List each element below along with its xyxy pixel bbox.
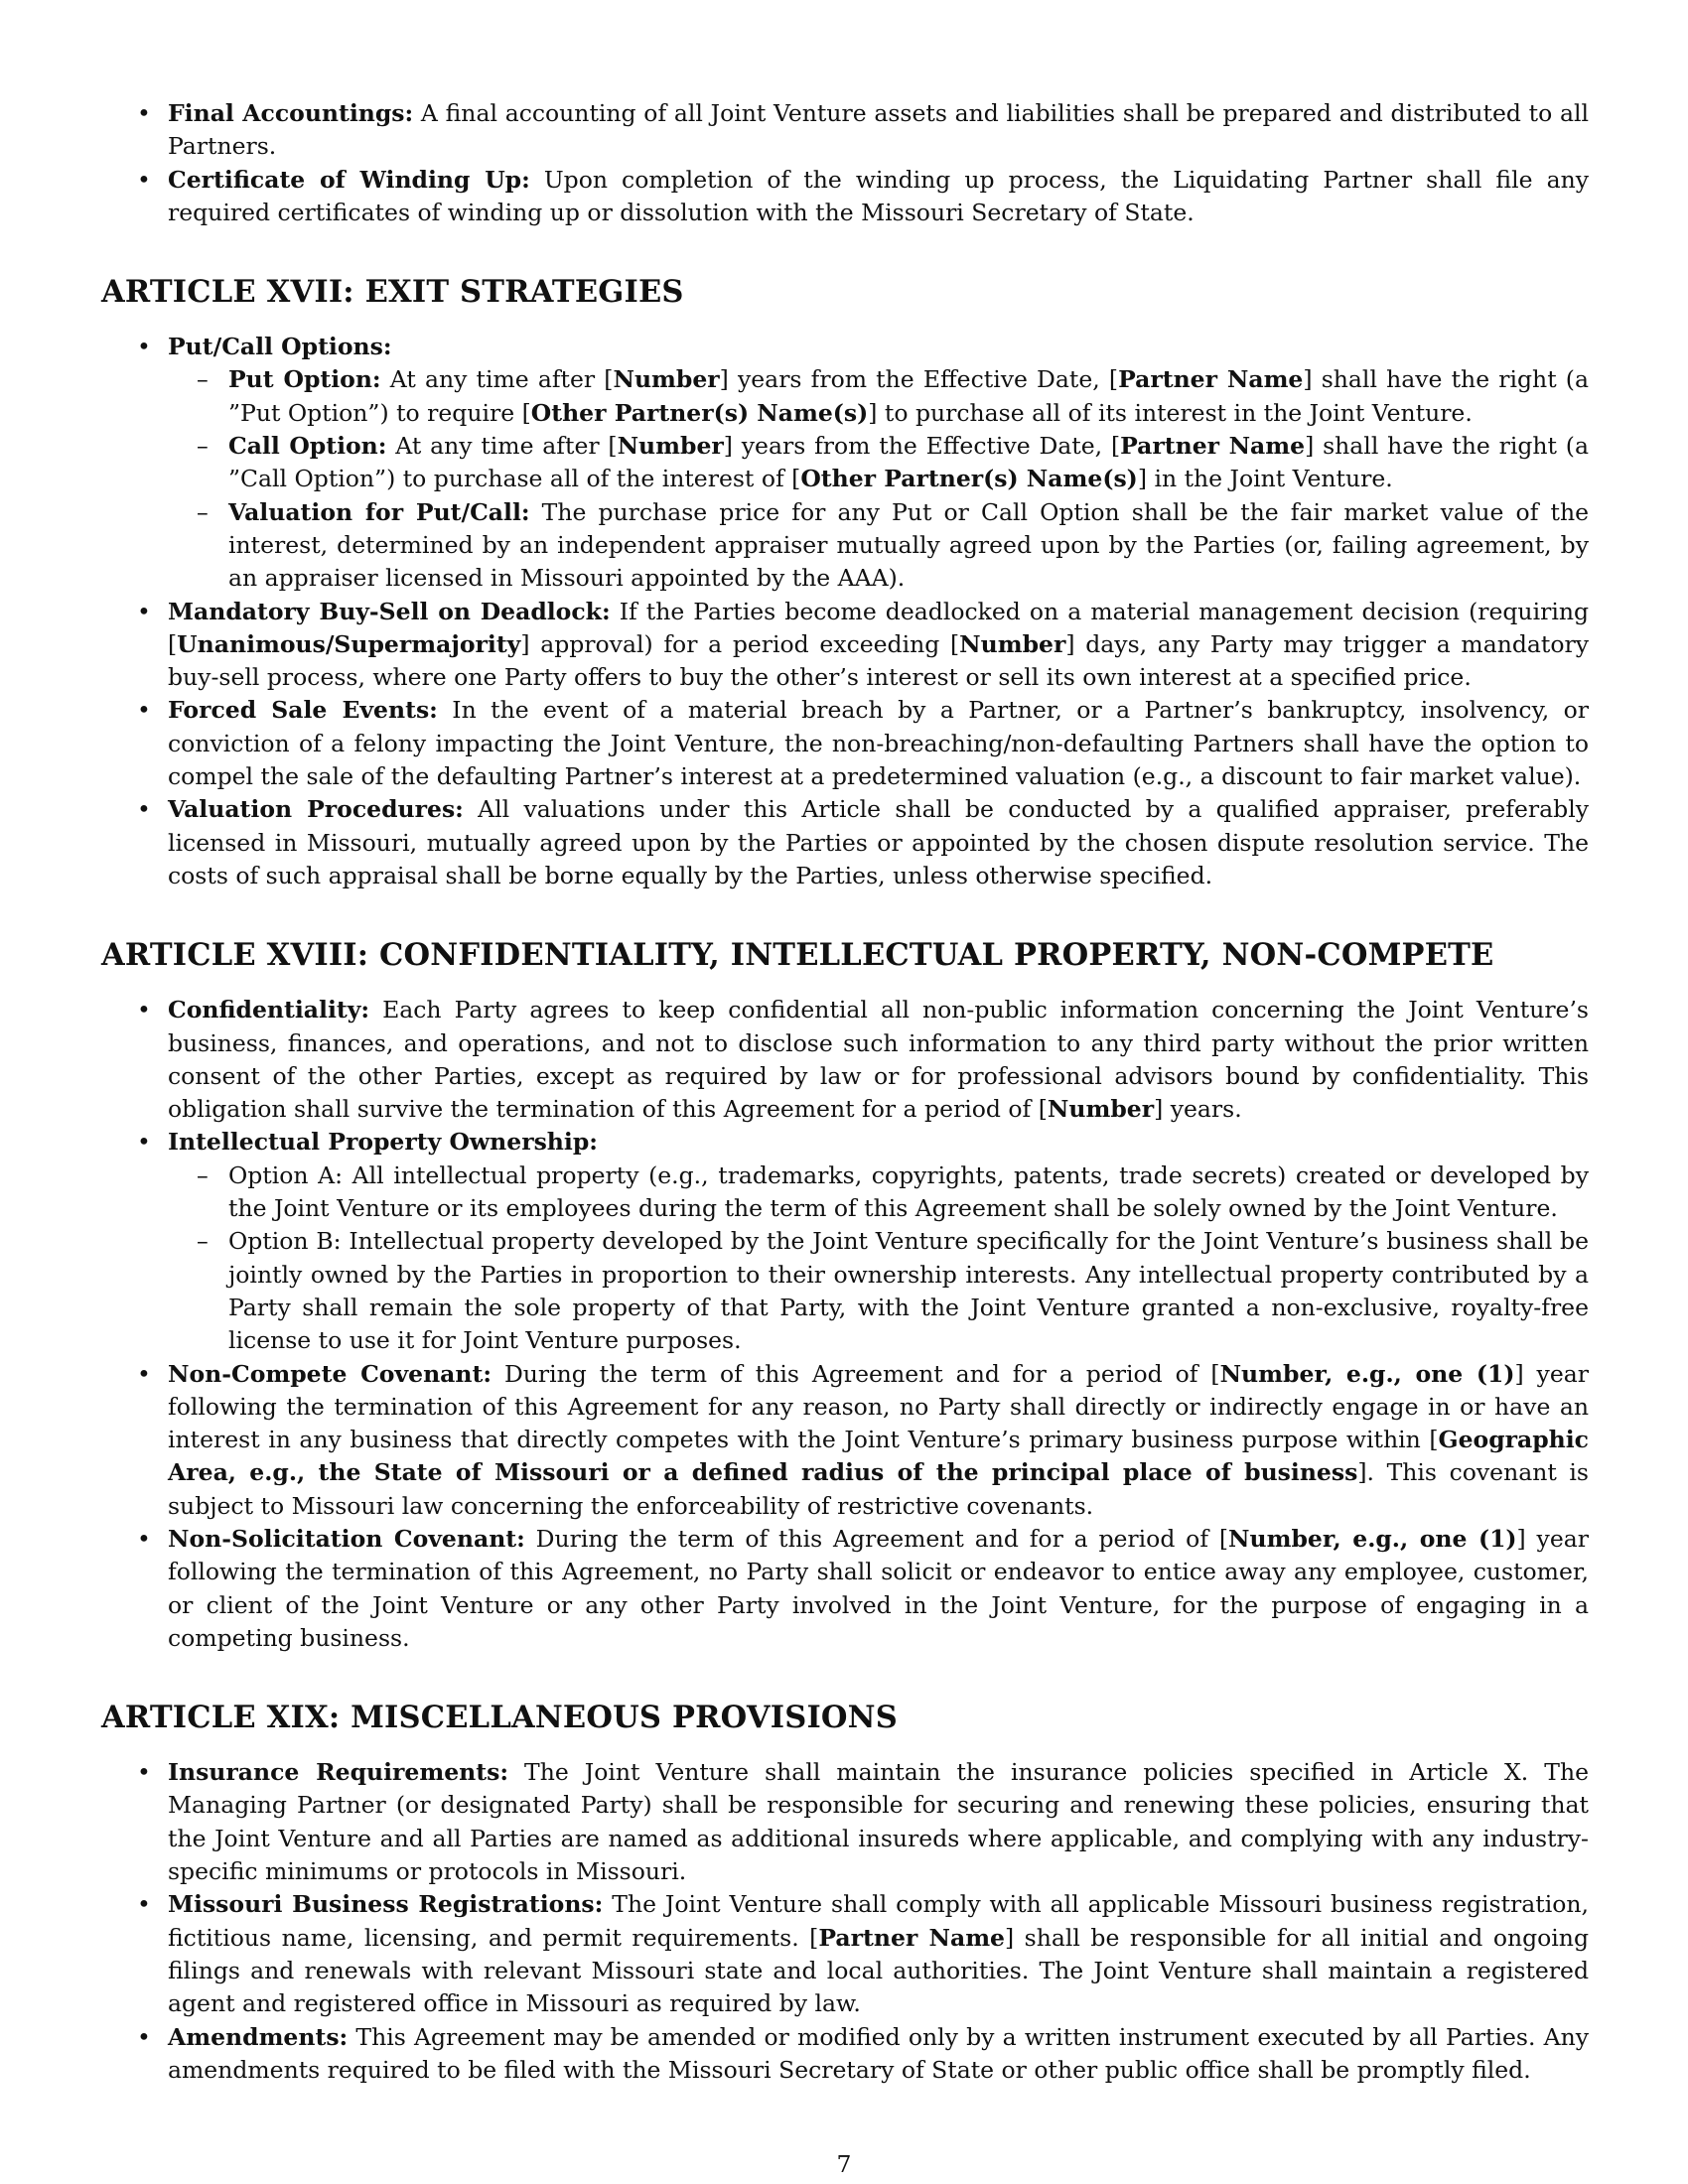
put-call-sublist: [168, 363, 1589, 595]
sublist-item-put-option: – Put Option: At any time after [Number] years from the Effective Date, [Partner Name] shall have the right (a ”Put Option”) to require [Other Partner(s) Name(s)] to purchase all of its interest in the Joint Venture.: [168, 363, 1589, 430]
sublist-item-valuation-put-call: – Valuation for Put/Call: The purchase price for any Put or Call Option shall be the fair market value of the interest, determined by an independent appraiser mutually agreed upon by the Parties (or, failing agreement, by an appraiser licensed in Missouri appointed by the AAA).: [168, 496, 1589, 596]
sublist-item-call-option: – Call Option: At any time after [Number] years from the Effective Date, [Partner Name] shall have the right (a ”Call Option”) to purchase all of the interest of [Other Partner(s) Name(s)] in the Joint Venture.: [168, 430, 1589, 496]
article-17-heading: ARTICLE XVII: EXIT STRATEGIES: [101, 274, 684, 311]
list-item-valuation-procedures: • Valuation Procedures: All valuations under this Article shall be conducted by a qualified appraiser, preferably licensed in Missouri, mutually agreed upon by the Parties or appointed by the chosen dispute resolution service. The costs of such appraisal shall be borne equally by the Parties, unless otherwise specified.: [101, 793, 1589, 892]
document-page: [101, 97, 1589, 2087]
list-item-certificate-winding-up: • Certificate of Winding Up: Upon completion of the winding up process, the Liquidating Partner shall file any required certificates of winding up or dissolution with the Missouri Secretary of State.: [101, 164, 1589, 230]
article-19-heading: ARTICLE XIX: MISCELLANEOUS PROVISIONS: [101, 1700, 898, 1736]
list-item-non-compete: • Non-Compete Covenant: During the term of this Agreement and for a period of [Number, e.g., one (1)] year following the termination of this Agreement for any reason, no Party shall directly or indirectly engage in or have an interest in any business that directly competes with the Joint Venture’s primary business purpose within [Geographic Area, e.g., the State of Missouri or a defined radius of the principal place of business]. This covenant is subject to Missouri law concerning the enforceability of restrictive covenants.: [101, 1358, 1589, 1523]
list-item-ip-ownership: • Intellectual Property Ownership: – Option A: All intellectual property (e.g., trademarks, copyrights, patents, trade secrets) created or developed by the Joint Venture or its employees during the term of this Agreement shall be solely owned by the Joint Venture. – Option B: Intellectual property developed by the Joint Venture specifically for the Joint Venture’s business shall be jointly owned by the Parties in proportion to their ownership interests. Any intellectual property contributed by a Party shall remain the sole property of that Party, with the Joint Venture granted a non-exclusive, royalty-free license to use it for Joint Venture purposes.: [101, 1126, 1589, 1357]
article-18-heading: ARTICLE XVIII: CONFIDENTIALITY, INTELLECTUAL PROPERTY, NON-COMPETE: [101, 937, 1494, 974]
miscellaneous-list: [101, 1756, 1589, 2087]
confidentiality-ip-list: [101, 994, 1589, 1655]
list-item-final-accountings: • Final Accountings: A final accounting of all Joint Venture assets and liabilities shall be prepared and distributed to all Partners.: [101, 97, 1589, 164]
exit-strategies-list: [101, 331, 1589, 892]
list-item-insurance: • Insurance Requirements: The Joint Venture shall maintain the insurance policies specified in Article X. The Managing Partner (or designated Party) shall be responsible for securing and renewing these policies, ensuring that the Joint Venture and all Parties are named as additional insureds where applicable, and complying with any industry-specific minimums or protocols in Missouri.: [101, 1756, 1589, 1888]
list-item-amendments: • Amendments: This Agreement may be amended or modified only by a written instrument executed by all Parties. Any amendments required to be filed with the Missouri Secretary of State or other public office shall be promptly filed.: [101, 2021, 1589, 2088]
list-item-forced-sale-events: • Forced Sale Events: In the event of a material breach by a Partner, or a Partner’s bankruptcy, insolvency, or conviction of a felony impacting the Joint Venture, the non-breaching/non-defaulting Partners shall have the option to compel the sale of the defaulting Partner’s interest at a predetermined valuation (e.g., a discount to fair market value).: [101, 694, 1589, 793]
list-item-confidentiality: • Confidentiality: Each Party agrees to keep confidential all non-public information concerning the Joint Venture’s business, finances, and operations, and not to disclose such information to any third party without the prior written consent of the other Parties, except as required by law or for professional advisors bound by confidentiality. This obligation shall survive the termination of this Agreement for a period of [Number] years.: [101, 994, 1589, 1126]
sublist-item-option-b: – Option B: Intellectual property developed by the Joint Venture specifically for the Joint Venture’s business shall be jointly owned by the Parties in proportion to their ownership interests. Any intellectual property contributed by a Party shall remain the sole property of that Party, with the Joint Venture granted a non-exclusive, royalty-free license to use it for Joint Venture purposes.: [168, 1225, 1589, 1357]
list-item-non-solicitation: • Non-Solicitation Covenant: During the term of this Agreement and for a period of [Number, e.g., one (1)] year following the termination of this Agreement, no Party shall solicit or endeavor to entice away any employee, customer, or client of the Joint Venture or any other Party involved in the Joint Venture, for the purpose of engaging in a competing business.: [101, 1523, 1589, 1655]
ip-options-sublist: [168, 1160, 1589, 1358]
page-number: 7: [836, 2150, 852, 2178]
list-item-business-registrations: • Missouri Business Registrations: The Joint Venture shall comply with all applicable Missouri business registration, fictitious name, licensing, and permit requirements. [Partner Name] shall be responsible for all initial and ongoing filings and renewals with relevant Missouri state and local authorities. The Joint Venture shall maintain a registered agent and registered office in Missouri as required by law.: [101, 1888, 1589, 2020]
sublist-item-option-a: – Option A: All intellectual property (e.g., trademarks, copyrights, patents, trade secrets) created or developed by the Joint Venture or its employees during the term of this Agreement shall be solely owned by the Joint Venture.: [168, 1160, 1589, 1226]
winding-up-list: [101, 97, 1589, 229]
list-item-put-call-options: • Put/Call Options: – Put Option: At any time after [Number] years from the Effective Date, [Partner Name] shall have the right (a ”Put Option”) to require [Other Partner(s) Name(s)] to purchase all of its interest in the Joint Venture. – Call Option: At any time after [Number] years from the Effective Date, [Partner Name] shall have the right (a ”Call Option”) to purchase all of the interest of [Other Partner(s) Name(s)] in the Joint Venture. – Valuation for Put/Call: The purchase price for any Put or Call Option shall be the fair market value of the interest, determined by an independent appraiser mutually agreed upon by the Parties (or, failing agreement, by an appraiser licensed in Missouri appointed by the AAA).: [101, 331, 1589, 595]
list-item-mandatory-buy-sell: • Mandatory Buy-Sell on Deadlock: If the Parties become deadlocked on a material management decision (requiring [Unanimous/Supermajority] approval) for a period exceeding [Number] days, any Party may trigger a mandatory buy-sell process, where one Party offers to buy the other’s interest or sell its own interest at a specified price.: [101, 596, 1589, 695]
